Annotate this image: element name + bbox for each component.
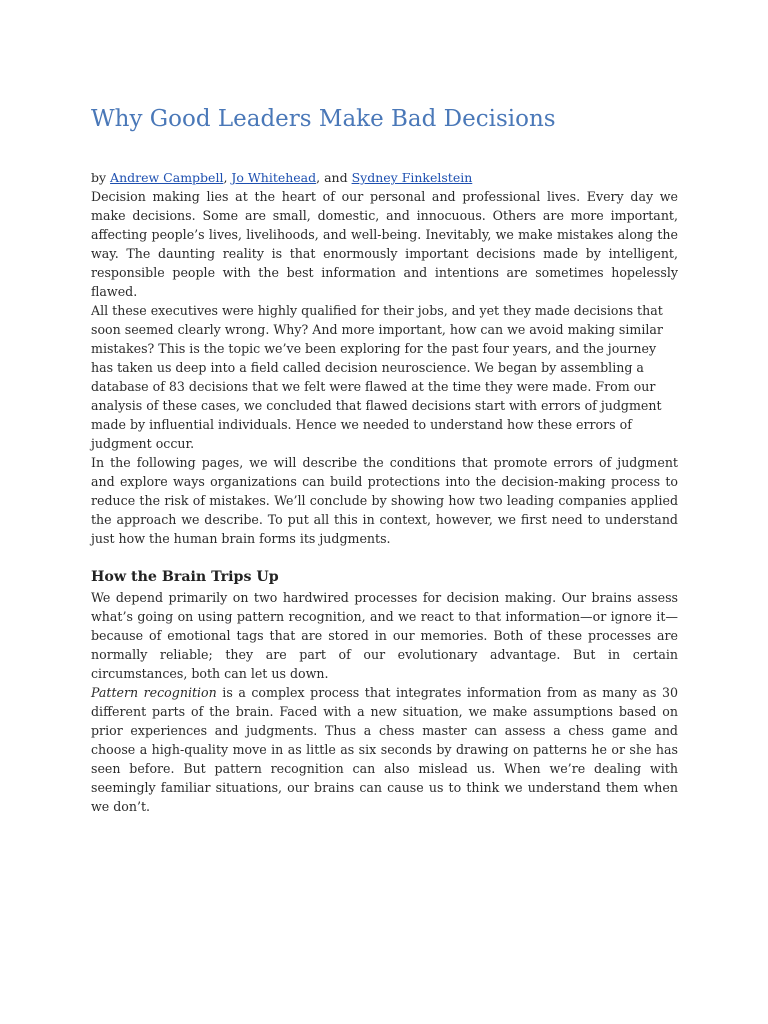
paragraph-intro: Decision making lies at the heart of our personal and professional lives. Every day we make decisions. Some are small, domestic, and innocuous. Others are more important, affecting people’s lives, livelihoods, and well-being. Inevitably, we make mistakes along the way. The daunting reality is that enormously important decisions made by intelligent, responsible people with the best information and intentions are sometimes hopelessly flawed. bbox=[91, 189, 678, 299]
pattern-recognition-term: Pattern recognition bbox=[91, 685, 217, 700]
document-page bbox=[91, 104, 678, 816]
paragraph-following-pages: In the following pages, we will describe the conditions that promote errors of judgment and explore ways organizations can build protections into the decision-making process to reduce the risk of mistakes. We’ll conclude by showing how two leading companies applied the approach we describe. To put all this in context, however, we first need to understand just how the human brain forms its judgments. bbox=[91, 455, 678, 546]
section-heading: How the Brain Trips Up bbox=[91, 569, 279, 585]
paragraph-pattern-recognition bbox=[91, 683, 678, 816]
pattern-recognition-text: is a complex process that integrates information from as many as 30 different parts of the brain. Faced with a new situation, we make assumptions based on prior experiences and judgments. Thus a chess master can assess a chess game and choose a high-quality move in as little as six seconds by drawing on patterns he or she has seen before. But pattern recognition can also mislead us. When we’re dealing with seemingly familiar situations, our brains can cause us to think we understand them when we don’t. bbox=[91, 685, 678, 814]
author-link-jo-whitehead[interactable]: Jo Whitehead bbox=[231, 170, 317, 185]
byline-separator: , bbox=[223, 170, 232, 185]
article-title: Why Good Leaders Make Bad Decisions bbox=[91, 106, 556, 132]
byline bbox=[91, 168, 678, 187]
paragraph-executives: All these executives were highly qualified for their jobs, and yet they made decisions that soon seemed clearly wrong. Why? And more important, how can we avoid making similar mistakes? This is the topic we’ve been exploring for the past four years, and the journey has taken us deep into a field called decision neuroscience. We began by assembling a database of 83 decisions that we felt were flawed at the time they were made. From our analysis of these cases, we concluded that flawed decisions start with errors of judgment made by influential individuals. Hence we needed to understand how these errors of judgment occur. bbox=[91, 303, 663, 451]
author-link-sydney-finkelstein[interactable]: Sydney Finkelstein bbox=[351, 170, 473, 185]
paragraph-hardwired-processes: We depend primarily on two hardwired processes for decision making. Our brains assess what’s going on using pattern recognition, and we react to that information—or ignore it—because of emotional tags that are stored in our memories. Both of these processes are normally reliable; they are part of our evolutionary advantage. But in certain circumstances, both can let us down. bbox=[91, 590, 678, 681]
byline-prefix: by bbox=[91, 170, 111, 185]
author-link-andrew-campbell[interactable]: Andrew Campbell bbox=[110, 170, 224, 185]
byline-separator: , and bbox=[316, 170, 352, 185]
